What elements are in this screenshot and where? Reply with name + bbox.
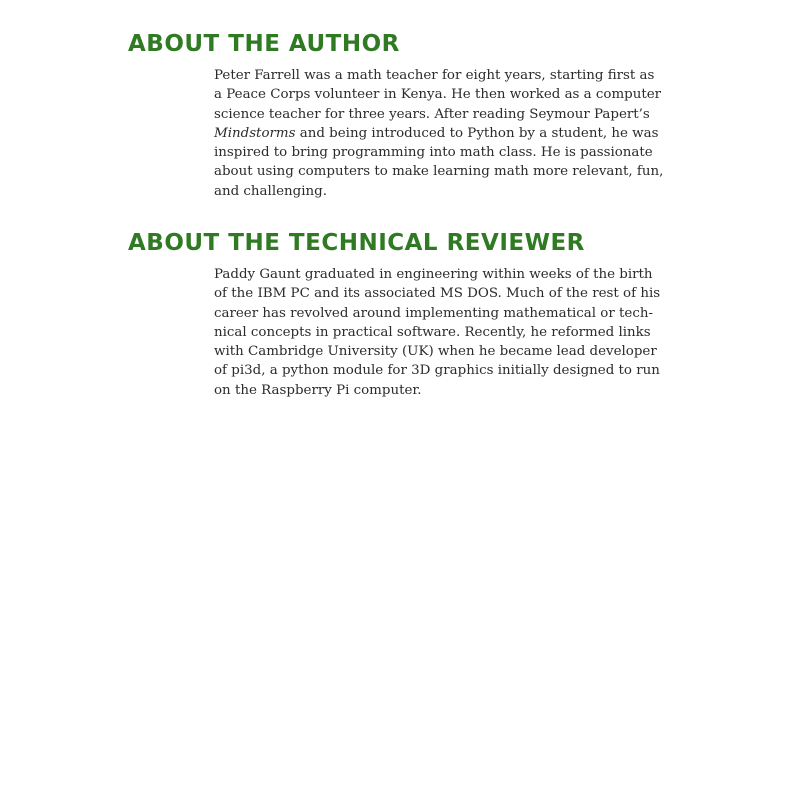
paragraph-line: a Peace Corps volunteer in Kenya. He then worked as a computer bbox=[214, 87, 662, 103]
about-reviewer-heading: ABOUT THE TECHNICAL REVIEWER bbox=[128, 230, 585, 256]
about-author-heading: ABOUT THE AUTHOR bbox=[128, 31, 400, 57]
paragraph-line: about using computers to make learning math more relevant, fun, bbox=[214, 164, 664, 180]
book-title: Mindstorms bbox=[214, 125, 296, 141]
about-author-paragraph bbox=[214, 66, 694, 201]
paragraph-line bbox=[214, 124, 694, 143]
paragraph-line: with Cambridge University (UK) when he became lead developer bbox=[214, 344, 657, 360]
paragraph-line: career has revolved around implementing mathematical or tech- bbox=[214, 305, 653, 321]
paragraph-line: and challenging. bbox=[214, 183, 327, 199]
paragraph-line: science teacher for three years. After reading Seymour Papert’s bbox=[214, 106, 650, 122]
book-title-suffix: and being introduced to Python by a student, he was bbox=[295, 125, 659, 141]
about-reviewer-paragraph bbox=[214, 265, 694, 400]
paragraph-line: Paddy Gaunt graduated in engineering within weeks of the birth bbox=[214, 267, 653, 282]
paragraph-line: nical concepts in practical software. Recently, he reformed links bbox=[214, 324, 651, 340]
paragraph-line: Peter Farrell was a math teacher for eight years, starting first as bbox=[214, 68, 655, 83]
paragraph-line: of the IBM PC and its associated MS DOS. Much of the rest of his bbox=[214, 286, 661, 302]
paragraph-line: on the Raspberry Pi computer. bbox=[214, 382, 422, 398]
paragraph-line: inspired to bring programming into math class. He is passionate bbox=[214, 145, 653, 161]
paragraph-line: of pi3d, a python module for 3D graphics initially designed to run bbox=[214, 363, 660, 379]
